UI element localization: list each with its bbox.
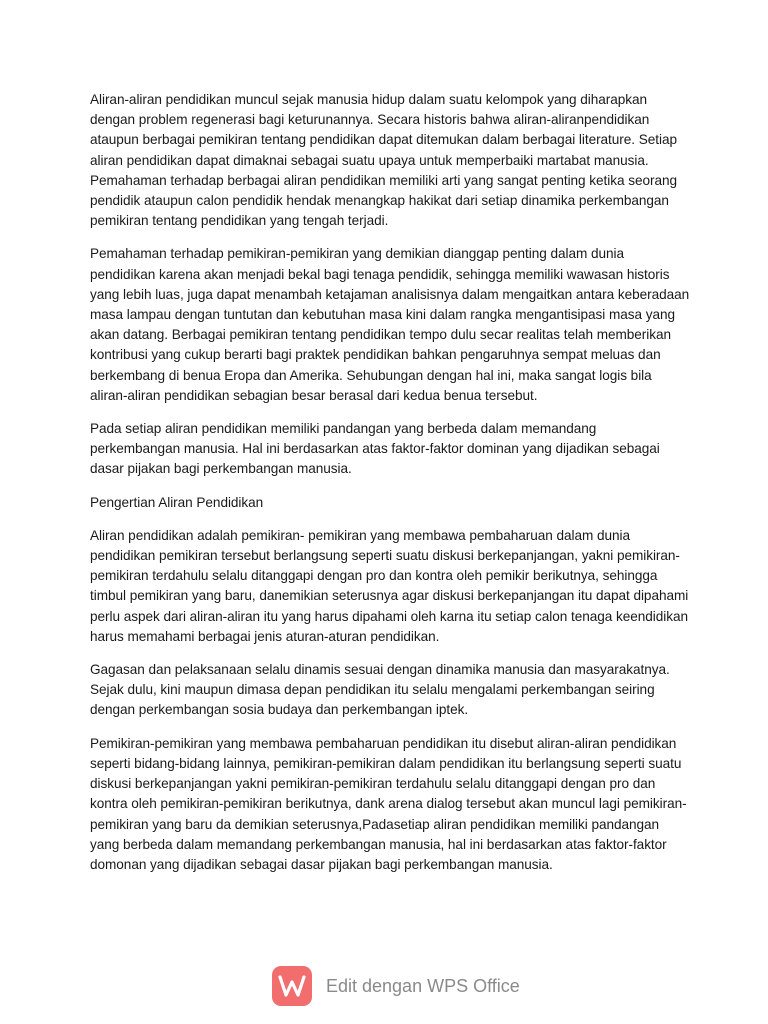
paragraph-definition: Aliran pendidikan adalah pemikiran- pemikiran yang membawa pembaharuan dalam dunia pendidikan pemikiran tersebut berlangsung seperti suatu diskusi berkepanjangan, yakni pemikiran-pemikiran terdahulu selalu ditanggapi dengan pro dan kontra oleh pemikir berikutnya, sehingga timbul pemikiran yang baru, danemikian seterusnya agar diskusi berkepanjangan itu dapat dipahami perlu aspek dari aliran-aliran itu yang harus dipahami oleh karna itu setiap calon tenaga keendidikan harus memahami berbagai jenis aturan-aturan pendidikan. <box>90 527 689 644</box>
section-heading: Pengertian Aliran Pendidikan <box>90 494 264 510</box>
paragraph-perspectives: Pada setiap aliran pendidikan memiliki pandangan yang berbeda dalam memandang perkembangan manusia. Hal ini berdasarkan atas faktor-faktor dominan yang dijadikan sebagai dasar pijakan bagi perkembangan manusia. <box>90 421 660 477</box>
document-page <box>90 90 690 888</box>
paragraph-dynamics: Gagasan dan pelaksanaan selalu dinamis sesuai dengan dinamika manusia dan masyarakatnya. Sejak dulu, kini maupun dimasa depan pendidikan itu selalu mengalami perkembangan seiring dengan perkembangan sosia budaya dan perkembangan iptek. <box>90 662 670 718</box>
paragraph-intro: Aliran-aliran pendidikan muncul sejak manusia hidup dalam suatu kelompok yang diharapkan dengan problem regenerasi bagi keturunannya. Secara historis bahwa aliran-aliranpendidikan ataupun berbagai pemikiran tentang pendidikan dapat ditemukan dalam berbagai literature. Setiap aliran pendidikan dapat dimaknai sebagai suatu upaya untuk memperbaiki martabat manusia. Pemahaman terhadap berbagai aliran pendidikan memiliki arti yang sangat penting ketika seorang pendidik ataupun calon pendidik hendak menangkap hakikat dari setiap dinamika perkembangan pemikiran tentang pendidikan yang tengah terjadi. <box>90 92 677 229</box>
paragraph-summary: Pemikiran-pemikiran yang membawa pembaharuan pendidikan itu disebut aliran-aliran pendidikan seperti bidang-bidang lainnya, pemikiran-pemikiran dalam pendidikan itu berlangsung seperti suatu diskusi berkepanjangan yakni pemikiran-pemikiran terdahulu selalu ditanggapi dengan pro dan kontra oleh pemikiran-pemikiran berikutnya, dank arena dialog tersebut akan muncul lagi pemikiran-pemikiran yang baru da demikian seterusnya,Padasetiap aliran pendidikan memiliki pandangan yang berbeda dalam memandang perkembangan manusia, hal ini berdasarkan atas faktor-faktor domonan yang dijadikan sebagai dasar pijakan bagi perkembangan manusia. <box>90 735 687 872</box>
wps-office-logo-icon <box>272 966 312 1006</box>
paragraph-importance: Pemahaman terhadap pemikiran-pemikiran yang demikian dianggap penting dalam dunia pendidikan karena akan menjadi bekal bagi tenaga pendidik, sehingga memiliki wawasan historis yang lebih luas, juga dapat menambah ketajaman analisisnya dalam mengaitkan antara keberadaan masa lampau dengan tuntutan dan kebutuhan masa kini dalam rangka mengantisipasi masa yang akan datang. Berbagai pemikiran tentang pendidikan tempo dulu secar realitas telah memberikan kontribusi yang cukup berarti bagi praktek pendidikan bahkan pengaruhnya sempat meluas dan berkembang di benua Eropa dan Amerika. Sehubungan dengan hal ini, maka sangat logis bila aliran-aliran pendidikan sebagian besar berasal dari kedua benua tersebut. <box>90 246 690 403</box>
edit-with-wps-label: Edit dengan WPS Office <box>326 975 520 996</box>
edit-with-wps-button[interactable] <box>272 965 520 1007</box>
